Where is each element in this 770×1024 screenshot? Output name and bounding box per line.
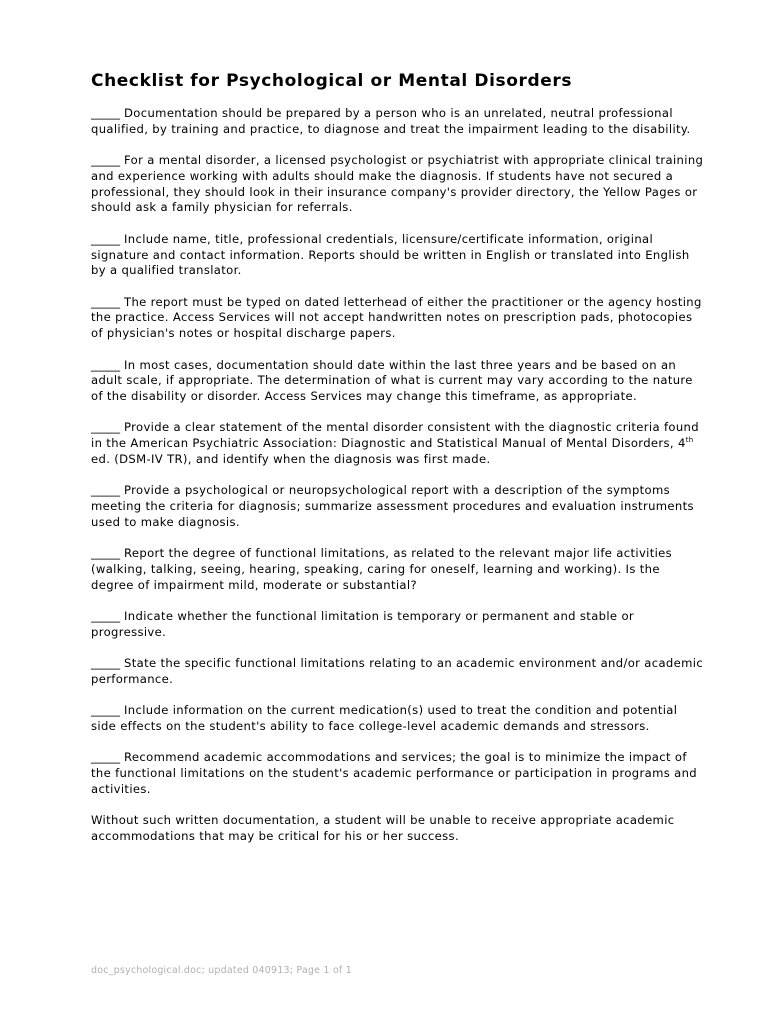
checklist-item-text: Include information on the current medication(s) used to treat the condition and potential side effects on the student's ability to face college-level academic demands and stressors. — [91, 703, 678, 734]
checklist-item — [91, 483, 706, 530]
checklist-item — [91, 656, 706, 688]
checklist-item — [91, 750, 706, 797]
closing-paragraph: Without such written documentation, a student will be unable to receive appropriate academic accommodations that may be critical for his or her success. — [91, 813, 675, 844]
checklist-item — [91, 358, 706, 405]
page-footer: doc_psychological.doc; updated 040913; Page 1 of 1 — [91, 965, 352, 976]
document-page — [91, 70, 706, 860]
checklist-item-text: Documentation should be prepared by a person who is an unrelated, neutral professional qualified, by training and practice, to diagnose and treat the impairment leading to the disability. — [91, 106, 691, 136]
checklist-item-text: For a mental disorder, a licensed psychologist or psychiatrist with appropriate clinical training and experience working with adults should make the diagnosis. If students have not secured a professional, they should look in their insurance company's provider directory, the Yellow Pages or should ask a family physician for referrals. — [91, 153, 704, 215]
checkbox-blank: _____ — [91, 231, 120, 246]
checkbox-blank: _____ — [91, 546, 120, 561]
checkbox-blank: _____ — [91, 483, 120, 498]
checklist-item-text: The report must be typed on dated letterhead of either the practitioner or the agency hosting the practice. Access Services will not accept handwritten notes on prescription pads, photocopies of physician's notes or hospital discharge papers. — [91, 294, 702, 341]
checklist-item — [91, 546, 706, 593]
checklist-item — [91, 295, 706, 342]
checklist-item — [91, 420, 706, 467]
checkbox-blank: _____ — [91, 656, 120, 671]
checkbox-blank: _____ — [91, 703, 120, 718]
checklist-item — [91, 609, 706, 641]
checkbox-blank: _____ — [91, 609, 120, 624]
checkbox-blank: _____ — [91, 420, 120, 435]
checkbox-blank: _____ — [91, 106, 120, 120]
checklist-item-text: ed. (DSM-IV TR), and identify when the diagnosis was first made. — [91, 452, 491, 467]
checklist-item-text: Provide a psychological or neuropsychological report with a description of the symptoms meeting the criteria for diagnosis; summarize assessment procedures and evaluation instruments used to make diagnosis. — [91, 483, 694, 529]
checklist-item — [91, 703, 706, 735]
checklist-item — [91, 232, 706, 279]
checklist-item-text: Provide a clear statement of the mental disorder consistent with the diagnostic criteria found in the American Psychiatric Association: Diagnostic and Statistical Manual of Mental Disorders, 4 — [91, 420, 699, 451]
checklist-item — [91, 153, 706, 216]
checklist-item-text: Recommend academic accommodations and services; the goal is to minimize the impact of the functional limitations on the student's academic performance or participation in programs and activities. — [91, 750, 698, 796]
checklist-item-text: In most cases, documentation should date within the last three years and be based on an adult scale, if appropriate. The determination of what is current may vary according to the nature of the disability or disorder. Access Services may change this timeframe, as appropriate. — [91, 357, 693, 404]
checkbox-blank: _____ — [91, 357, 120, 372]
checklist-item-text: Indicate whether the functional limitation is temporary or permanent and stable or progressive. — [91, 609, 635, 639]
checkbox-blank: _____ — [91, 153, 120, 168]
checklist-item-text: Report the degree of functional limitations, as related to the relevant major life activities (walking, talking, seeing, hearing, speaking, caring for oneself, learning and working). Is the degree of impairment mild, moderate or substantial? — [91, 546, 673, 592]
checkbox-blank: _____ — [91, 750, 120, 765]
page-title: Checklist for Psychological or Mental Disorders — [91, 71, 573, 91]
checklist-item — [91, 106, 706, 138]
checkbox-blank: _____ — [91, 294, 120, 309]
checklist-item-text: State the specific functional limitations relating to an academic environment and/or academic performance. — [91, 656, 704, 687]
checklist-item-text: Include name, title, professional credentials, licensure/certificate information, original signature and contact information. Reports should be written in English or translated into English by a qualified translator. — [91, 231, 690, 278]
superscript: th — [685, 436, 694, 445]
